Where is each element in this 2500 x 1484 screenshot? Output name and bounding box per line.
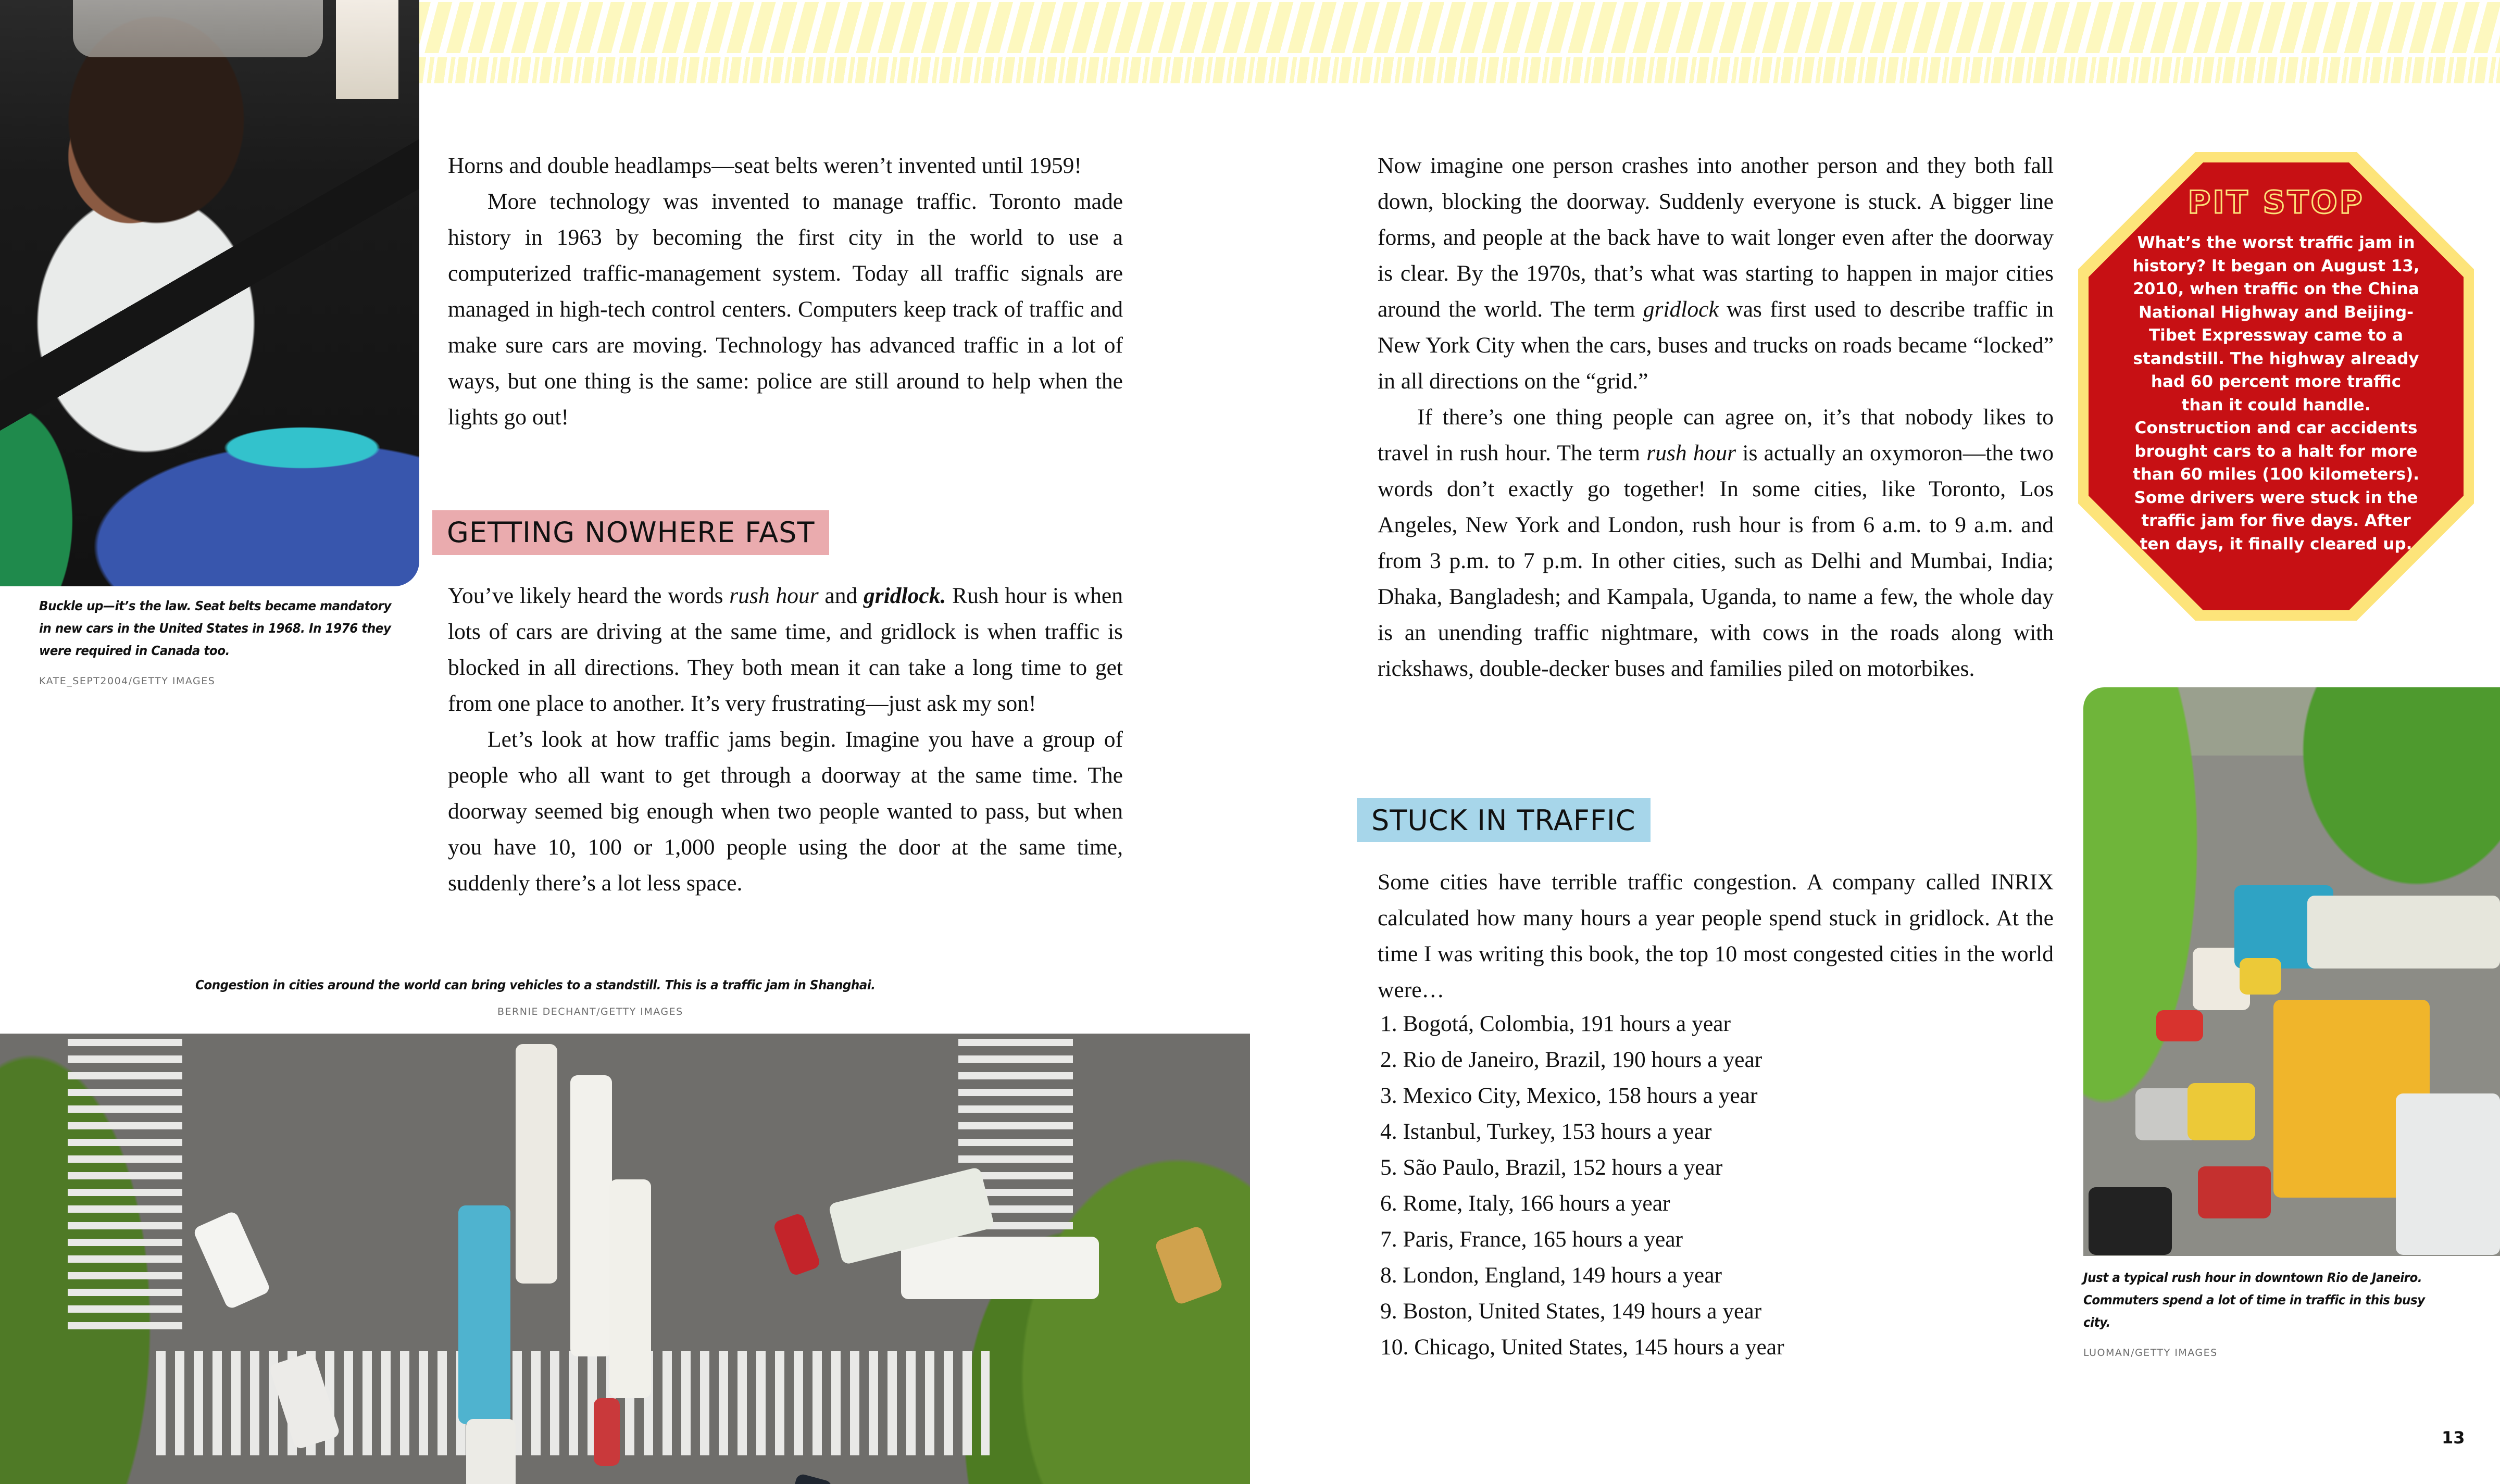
left-column-top <box>448 148 1123 435</box>
bus <box>609 1179 651 1398</box>
list-item: 2. Rio de Janeiro, Brazil, 190 hours a year <box>1380 1047 1763 1072</box>
term-rush-hour: rush hour <box>729 583 819 608</box>
list-item: 3. Mexico City, Mexico, 158 hours a year <box>1380 1083 1758 1108</box>
list-item: 9. Boston, United States, 149 hours a year <box>1380 1299 1762 1324</box>
car <box>772 1212 821 1277</box>
pit-stop-text: What’s the worst traffic jam in history? It began on August 13, 2010, when traffic on the China National Highway and Beijing-Tibet Expressway came to a standstill. The highway already had 60 percent more traffic than it could handle. Construction and car accidents brought cars to a halt for more than 60 miles (100 kilometers). Some drivers were stuck in the traffic jam for five days. After ten days, it finally cleared up. <box>2132 233 2420 554</box>
list-item: 1. Bogotá, Colombia, 191 hours a year <box>1380 1011 1731 1036</box>
car <box>776 1473 833 1484</box>
bus <box>466 1419 516 1484</box>
term-gridlock: gridlock. <box>864 583 946 608</box>
paragraph: Now imagine one person crashes into another person and they both fall down, blocking the doorway. Suddenly everyone is stuck. A bigger line forms, and people at the back have to wait longer even after the doorway is clear. By the 1970s, that’s what was starting to happen in major cities around the world. The term gridlock was first used to describe traffic in New York City when the cars, buses and trucks on roads became “locked” in all directions on the “grid.” <box>1378 153 2054 394</box>
girl-photo-caption: Buckle up—it’s the law. Seat belts became mandatory in new cars in the United States in 1968. In 1976 they were required in Canada too. <box>39 598 392 658</box>
paragraph: Some cities have terrible traffic congestion. A company called INRIX calculated how many hours a year people spend stuck in gridlock. At the time I was writing this book, the top 10 most congested cities in the world were… <box>1378 870 2054 1002</box>
pit-stop-sidebar <box>2078 152 2474 621</box>
rio-traffic-photo <box>2083 687 2500 1256</box>
right-column-top <box>1378 148 2054 687</box>
list-item: 5. São Paulo, Brazil, 152 hours a year <box>1380 1155 1723 1180</box>
paragraph: More technology was invented to manage traffic. Toronto made history in 1963 by becoming the first city in the world to use a computerized traffic-management system. Today all traffic signals are managed in high-tech control centers. Computers keep track of traffic and make sure cars are moving. Technology has advanced traffic in a lot of ways, but one thing is the same: police are still around to help when the lights go out! <box>448 189 1123 430</box>
tire-track-decoration <box>417 0 2500 83</box>
taxi <box>2188 1083 2255 1140</box>
paragraph: Let’s look at how traffic jams begin. Imagine you have a group of people who all want to get through a doorway at the same time. The doorway seemed big enough when two people wanted to pass, but when you have 10, 100 or 1,000 people using the door at the same time, suddenly there’s a lot less space. <box>448 727 1123 896</box>
term-gridlock: gridlock <box>1643 297 1719 322</box>
list-item: 4. Istanbul, Turkey, 153 hours a year <box>1380 1119 1712 1144</box>
list-item: 10. Chicago, United States, 145 hours a year <box>1380 1335 1784 1360</box>
headrest <box>73 0 323 57</box>
shanghai-photo-caption: Congestion in cities around the world can bring vehicles to a standstill. This is a traffic jam in Shanghai. <box>195 977 876 992</box>
bus <box>2307 896 2500 969</box>
shanghai-traffic-photo <box>0 1034 1250 1484</box>
pit-stop-title: PIT STOP <box>2188 184 2365 221</box>
list-item: 7. Paris, France, 165 hours a year <box>1380 1227 1683 1252</box>
paragraph: If there’s one thing people can agree on, it’s that nobody likes to travel in rush hour. The term rush hour is actually an oxymoron—the two words don’t exactly go together! In some cities, like Toronto, Los Angeles, New York and London, rush hour is from 6 a.m. to 9 a.m. and from 3 p.m. to 7 p.m. In other cities, such as Delhi and Mumbai, India; Dhaka, Bangladesh; and Kampala, Uganda, to name a few, the whole day is an unending traffic nightmare, with cows in the roads along with rickshaws, double-decker buses and families piled on motorbikes. <box>1378 405 2054 681</box>
page-number: 13 <box>2442 1428 2465 1448</box>
bus <box>2396 1093 2500 1255</box>
van <box>192 1210 271 1310</box>
taxi <box>1154 1225 1224 1306</box>
list-item: 6. Rome, Italy, 166 hours a year <box>1380 1191 1670 1216</box>
bus <box>901 1237 1099 1299</box>
bus <box>516 1044 557 1284</box>
term-rush-hour: rush hour <box>1646 441 1736 466</box>
right-column-bottom <box>1378 864 2054 1008</box>
car <box>594 1398 620 1466</box>
left-column-bottom <box>448 578 1123 901</box>
tire-track-row <box>417 57 2500 83</box>
car-window <box>336 0 398 99</box>
shanghai-photo-credit: BERNIE DECHANT/GETTY IMAGES <box>497 1006 683 1017</box>
bus <box>570 1075 612 1356</box>
paragraph: Horns and double headlamps—seat belts weren’t invented until 1959! <box>448 153 1082 178</box>
bus <box>458 1205 510 1424</box>
paragraph: You’ve likely heard the words rush hour and gridlock. Rush hour is when lots of cars are driving at the same time, and gridlock is when traffic is blocked in all directions. They both mean it can take a long time to get from one place to another. It’s very frustrating—just ask my son! <box>448 583 1123 716</box>
car <box>2156 1010 2203 1041</box>
rio-photo-credit: LUOMAN/GETTY IMAGES <box>2083 1347 2218 1359</box>
car <box>2198 1166 2271 1218</box>
tire-track-row <box>417 2 2500 53</box>
girl-seatbelt-photo <box>0 0 419 586</box>
car <box>2089 1187 2172 1255</box>
section-heading-stuck-in-traffic: STUCK IN TRAFFIC <box>1357 798 1651 842</box>
list-item: 8. London, England, 149 hours a year <box>1380 1263 1722 1288</box>
taxi <box>2240 958 2281 995</box>
rio-photo-caption: Just a typical rush hour in downtown Rio de Janeiro. Commuters spend a lot of time in traffic in this busy city. <box>2083 1270 2425 1330</box>
congested-cities-list <box>1380 1006 1784 1365</box>
section-heading-getting-nowhere-fast: GETTING NOWHERE FAST <box>432 510 829 555</box>
girl-photo-credit: KATE_SEPT2004/GETTY IMAGES <box>39 675 216 687</box>
crosswalk <box>68 1039 182 1330</box>
